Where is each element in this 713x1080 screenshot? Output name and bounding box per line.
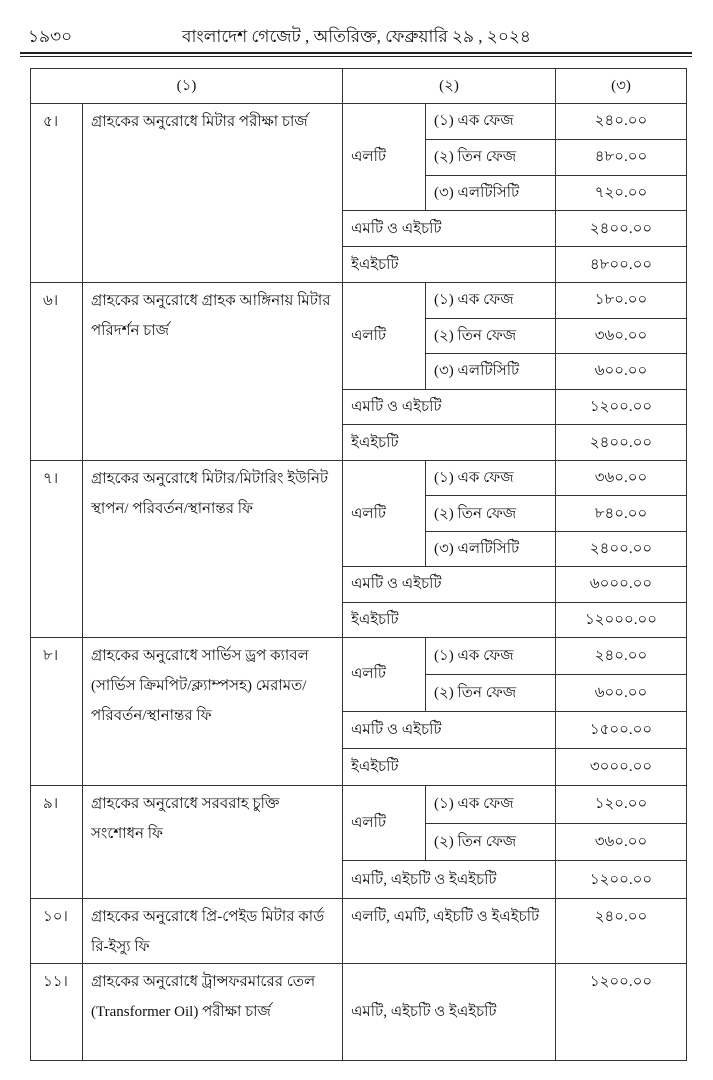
lt-label: এলটি <box>343 785 426 860</box>
fee-table <box>30 68 687 1061</box>
description-text: গ্রাহকের অনুরোধে গ্রাহক আঙ্গিনায় মিটার পরিদর্শন চার্জ <box>91 292 331 339</box>
fee-value: ৩৬০.০০ <box>556 823 687 861</box>
serial-number: ৫। <box>31 104 83 283</box>
phase-label: (৩) এলটিসিটি <box>426 354 556 390</box>
column-header-2: (২) <box>343 69 556 104</box>
fee-value: ২৪০.০০ <box>556 898 687 963</box>
item-description <box>83 785 343 898</box>
table-header-row <box>31 69 687 104</box>
phase-label: (১) এক ফেজ <box>426 785 556 823</box>
phase-label: (২) তিন ফেজ <box>426 496 556 531</box>
phase-label: (১) এক ফেজ <box>426 460 556 495</box>
column-header-1: (১) <box>31 69 343 104</box>
fee-value: ৩৬০.০০ <box>556 460 687 495</box>
item-description <box>83 282 343 460</box>
fee-value: ২৪০.০০ <box>556 637 687 674</box>
item-description <box>83 637 343 785</box>
fee-value: ৩৬০.০০ <box>556 318 687 354</box>
voltage-category: এমটি ও এইচটি <box>343 211 556 247</box>
phase-label: (১) এক ফেজ <box>426 104 556 140</box>
description-text: গ্রাহকের অনুরোধে মিটার পরীক্ষা চার্জ <box>91 114 308 130</box>
header-rule <box>20 52 692 54</box>
voltage-category: এলটি, এমটি, এইচটি ও ইএইচটি <box>343 898 556 963</box>
voltage-category: এমটি, এইচটি ও ইএইচটি <box>343 963 556 1060</box>
voltage-category: এমটি, এইচটি ও ইএইচটি <box>343 861 556 899</box>
serial-number: ৯। <box>31 785 83 898</box>
lt-label: এলটি <box>343 282 426 389</box>
header-rule-thin <box>20 56 692 57</box>
fee-value: ১২০০.০০ <box>556 963 687 1060</box>
phase-label: (৩) এলটিসিটি <box>426 531 556 566</box>
fee-value: ৪৮০০.০০ <box>556 247 687 283</box>
fee-value: ১৮০.০০ <box>556 282 687 318</box>
phase-label: (১) এক ফেজ <box>426 282 556 318</box>
voltage-category: এমটি ও এইচটি <box>343 567 556 602</box>
fee-value: ৬০০.০০ <box>556 674 687 711</box>
fee-value: ৩০০০.০০ <box>556 748 687 785</box>
lt-label: এলটি <box>343 637 426 711</box>
fee-value: ৪৮০.০০ <box>556 139 687 175</box>
item-description <box>83 898 343 963</box>
serial-number: ১০। <box>31 898 83 963</box>
table-row <box>31 963 687 1060</box>
fee-value: ১২০০০.০০ <box>556 602 687 637</box>
table-row <box>31 460 687 495</box>
item-description <box>83 460 343 637</box>
page-number: ১৯৩০ <box>28 27 73 46</box>
column-header-3: (৩) <box>556 69 687 104</box>
phase-label: (২) তিন ফেজ <box>426 823 556 861</box>
table-row <box>31 282 687 318</box>
phase-label: (২) তিন ফেজ <box>426 139 556 175</box>
voltage-category: ইএইচটি <box>343 602 556 637</box>
description-text: গ্রাহকের অনুরোধে ট্রান্সফরমারের তেল (Transformer Oil) পরীক্ষা চার্জ <box>91 973 316 1020</box>
serial-number: ৮। <box>31 637 83 785</box>
fee-value: ২৪০০.০০ <box>556 425 687 461</box>
item-description <box>83 104 343 283</box>
serial-number: ৭। <box>31 460 83 637</box>
phase-label: (১) এক ফেজ <box>426 637 556 674</box>
item-description <box>83 963 343 1060</box>
voltage-category: ইএইচটি <box>343 247 556 283</box>
table-row <box>31 104 687 140</box>
voltage-category: ইএইচটি <box>343 748 556 785</box>
description-text: গ্রাহকের অনুরোধে মিটার/মিটারিং ইউনিট স্থাপন/ পরিবর্তন/স্থানান্তর ফি <box>91 470 329 517</box>
description-text: গ্রাহকের অনুরোধে সার্ভিস ড্রপ ক্যাবল (সার্ভিস ক্রিমপিট/ক্ল্যাম্পসহ) মেরামত/পরিবর্তন/স্থানান্তর ফি <box>91 647 309 724</box>
serial-number: ১১। <box>31 963 83 1060</box>
fee-value: ৬০০.০০ <box>556 354 687 390</box>
fee-value: ২৪০.০০ <box>556 104 687 140</box>
voltage-category: এমটি ও এইচটি <box>343 711 556 748</box>
table-row <box>31 785 687 823</box>
table-row <box>31 898 687 963</box>
fee-value: ৭২০.০০ <box>556 175 687 211</box>
fee-value: ১২০.০০ <box>556 785 687 823</box>
fee-value: ১২০০.০০ <box>556 389 687 425</box>
serial-number: ৬। <box>31 282 83 460</box>
description-text: গ্রাহকের অনুরোধে প্রি-পেইড মিটার কার্ড রি-ইস্যু ফি <box>91 908 325 955</box>
voltage-category: ইএইচটি <box>343 425 556 461</box>
fee-value: ২৪০০.০০ <box>556 211 687 247</box>
fee-value: ৬০০০.০০ <box>556 567 687 602</box>
fee-value: ২৪০০.০০ <box>556 531 687 566</box>
voltage-category: এমটি ও এইচটি <box>343 389 556 425</box>
phase-label: (২) তিন ফেজ <box>426 674 556 711</box>
phase-label: (২) তিন ফেজ <box>426 318 556 354</box>
fee-value: ১২০০.০০ <box>556 861 687 899</box>
gazette-title: বাংলাদেশ গেজেট , অতিরিক্ত, ফেব্রুয়ারি ২৯ , ২০২৪ <box>182 27 531 46</box>
fee-value: ৮৪০.০০ <box>556 496 687 531</box>
fee-value: ১৫০০.০০ <box>556 711 687 748</box>
description-text: গ্রাহকের অনুরোধে সরবরাহ চুক্তি সংশোধন ফি <box>91 795 280 842</box>
table-row <box>31 637 687 674</box>
lt-label: এলটি <box>343 104 426 211</box>
phase-label: (৩) এলটিসিটি <box>426 175 556 211</box>
lt-label: এলটি <box>343 460 426 566</box>
